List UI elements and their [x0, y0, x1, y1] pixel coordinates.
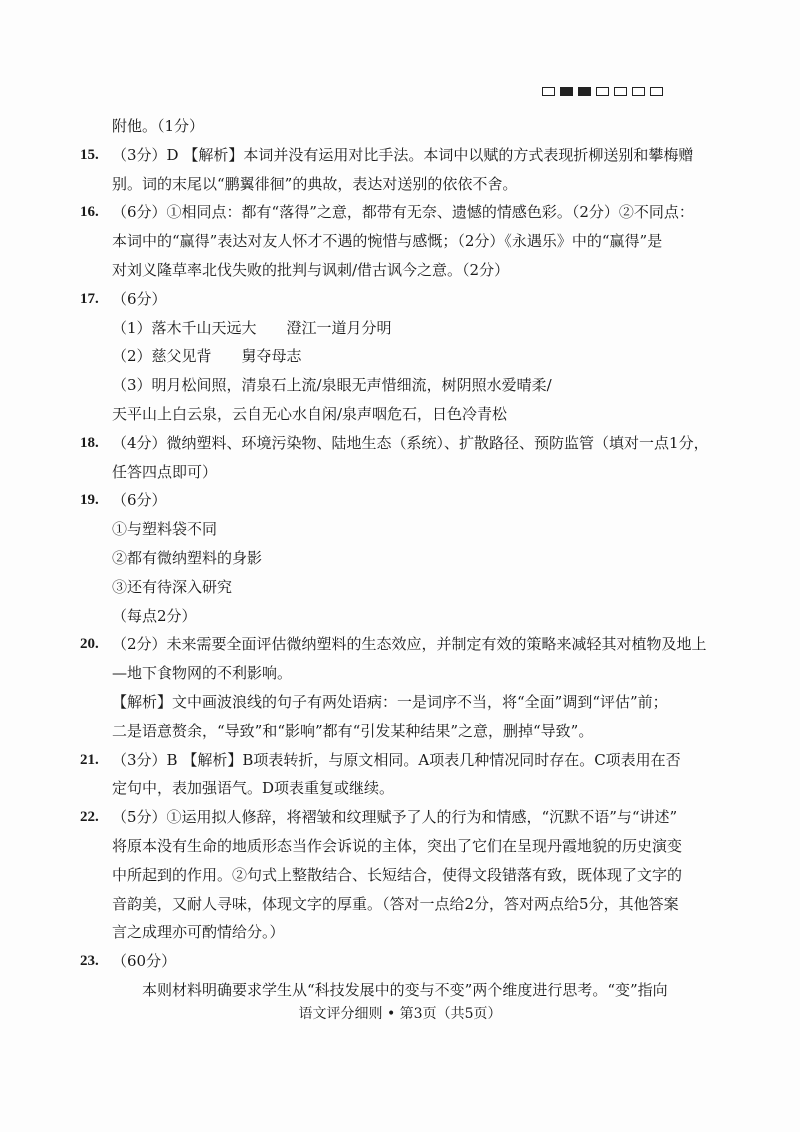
- page-indicator-box: [596, 87, 609, 96]
- line-text: 任答四点即可）: [112, 462, 218, 481]
- question-line: [80, 746, 700, 775]
- question-number: 23.: [80, 953, 99, 970]
- page-indicator: [542, 87, 663, 96]
- line-text: （4分）微纳塑料、环境污染物、陆地生态（系统）、扩散路径、预防监管（填对一点1分，: [112, 433, 709, 452]
- answer-line: [112, 256, 700, 285]
- page-footer: 语文评分细则 • 第3页（共5页）: [298, 1006, 502, 1022]
- answer-content: [80, 112, 709, 1005]
- line-text: 中所起到的作用。②句式上整散结合、长短结合，使得文段错落有致，既体现了文字的: [112, 865, 683, 884]
- answer-line: [112, 976, 700, 1005]
- answer-line: [112, 400, 700, 429]
- page-indicator-box: [614, 87, 627, 96]
- answer-line: [112, 918, 700, 947]
- page-indicator-box: [542, 87, 555, 96]
- answer-line: [112, 458, 700, 487]
- line-text: （3分）D 【解析】本词并没有运用对比手法。本词中以赋的方式表现折柳送别和攀梅赠: [112, 145, 694, 164]
- answer-line: [112, 717, 700, 746]
- line-text: ①与塑料袋不同: [112, 520, 218, 539]
- question-number: 18.: [80, 434, 99, 451]
- page-indicator-box-filled: [560, 87, 573, 96]
- answer-line: [112, 342, 700, 371]
- line-text: （6分）①相同点：都有“落得”之意，都带有无奈、遗憾的情感色彩。（2分）②不同点：: [112, 203, 694, 222]
- question-number: 19.: [80, 492, 99, 509]
- page-indicator-box: [632, 87, 645, 96]
- line-text: 二是语意赘余，“导致”和“影响”都有“引发某种结果”之意，删掉“导致”。: [112, 721, 594, 740]
- line-text: 将原本没有生命的地质形态当作会诉说的主体，突出了它们在呈现丹霞地貌的历史演变: [112, 836, 683, 855]
- question-line: [80, 486, 700, 515]
- answer-line: [112, 659, 700, 688]
- line-text: ②都有微纳塑料的身影: [112, 548, 263, 567]
- line-text: 别。词的末尾以“鹏翼徘徊”的典故，表达对送别的依依不舍。: [112, 174, 518, 193]
- question-line: [80, 198, 700, 227]
- page-indicator-box: [650, 87, 663, 96]
- line-text: （60分）: [112, 952, 177, 971]
- question-number: 21.: [80, 751, 99, 768]
- line-text: 言之成理亦可酌情给分。）: [112, 923, 285, 942]
- line-text: —地下食物网的不利影响。: [112, 664, 293, 683]
- line-text: 本词中的“赢得”表达对友人怀才不遇的惋惜与感慨；（2分）《永遇乐》中的“赢得”是: [112, 232, 663, 251]
- answer-line: [112, 774, 700, 803]
- line-text: 附他。（1分）: [112, 117, 205, 135]
- question-line: [80, 429, 709, 458]
- question-number: 20.: [80, 636, 99, 653]
- line-text: （3）明月松间照，清泉石上流/泉眼无声惜细流，树阴照水爱晴柔/: [112, 376, 552, 395]
- line-text: ③还有待深入研究: [112, 577, 233, 596]
- line-text: 对刘义隆草率北伐失败的批判与讽刺/借古讽今之意。（2分）: [112, 260, 510, 279]
- question-number: 17.: [80, 290, 99, 307]
- line-text: 【解析】文中画波浪线的句子有两处语病：一是词序不当，将“全面”调到“评估”前；: [112, 692, 668, 711]
- answer-line: [112, 832, 700, 861]
- line-text: 音韵美，又耐人寻味，体现文字的厚重。（答对一点给2分，答对两点给5分，其他答案: [112, 894, 679, 913]
- question-number: 22.: [80, 809, 99, 826]
- question-line: [80, 285, 700, 314]
- line-text: 定句中，表加强语气。D项表重复或继续。: [112, 779, 395, 798]
- answer-line: [112, 573, 700, 602]
- line-text: （1）落木千山天远大 澄江一道月分明: [112, 318, 392, 337]
- question-line: [80, 947, 700, 976]
- question-number: 15.: [80, 146, 99, 163]
- line-text: （2）慈父见背 舅夺母志: [112, 347, 302, 366]
- question-line: [80, 141, 700, 170]
- question-line: [80, 803, 700, 832]
- answer-line: [112, 861, 700, 890]
- line-text: （3分）B 【解析】B项表转折，与原文相同。A项表几种情况同时存在。C项表用在否: [112, 750, 681, 769]
- line-text: （每点2分）: [112, 606, 197, 625]
- line-text: （6分）: [112, 491, 167, 510]
- answer-line: [112, 314, 700, 343]
- answer-line: [112, 544, 700, 573]
- question-line: [80, 630, 707, 659]
- answer-line: [112, 112, 700, 141]
- question-number: 16.: [80, 204, 99, 221]
- line-text: 本则材料明确要求学生从“科技发展中的变与不变”两个维度进行思考。“变”指向: [112, 980, 668, 999]
- line-text: （2分）未来需要全面评估微纳塑料的生态效应，并制定有效的策略来减轻其对植物及地上: [112, 635, 707, 654]
- line-text: （5分）①运用拟人修辞，将褶皱和纹理赋予了人的行为和情感，“沉默不语”与“讲述”: [112, 808, 678, 827]
- answer-line: [112, 602, 700, 631]
- answer-line: [112, 371, 700, 400]
- answer-line: [112, 890, 700, 919]
- line-text: （6分）: [112, 289, 167, 308]
- answer-line: [112, 227, 700, 256]
- answer-line: [112, 515, 700, 544]
- answer-line: [112, 688, 700, 717]
- line-text: 天平山上白云泉，云自无心水自闲/泉声咽危石，日色冷青松: [112, 404, 508, 423]
- page-indicator-box-filled: [578, 87, 591, 96]
- answer-line: [112, 170, 700, 199]
